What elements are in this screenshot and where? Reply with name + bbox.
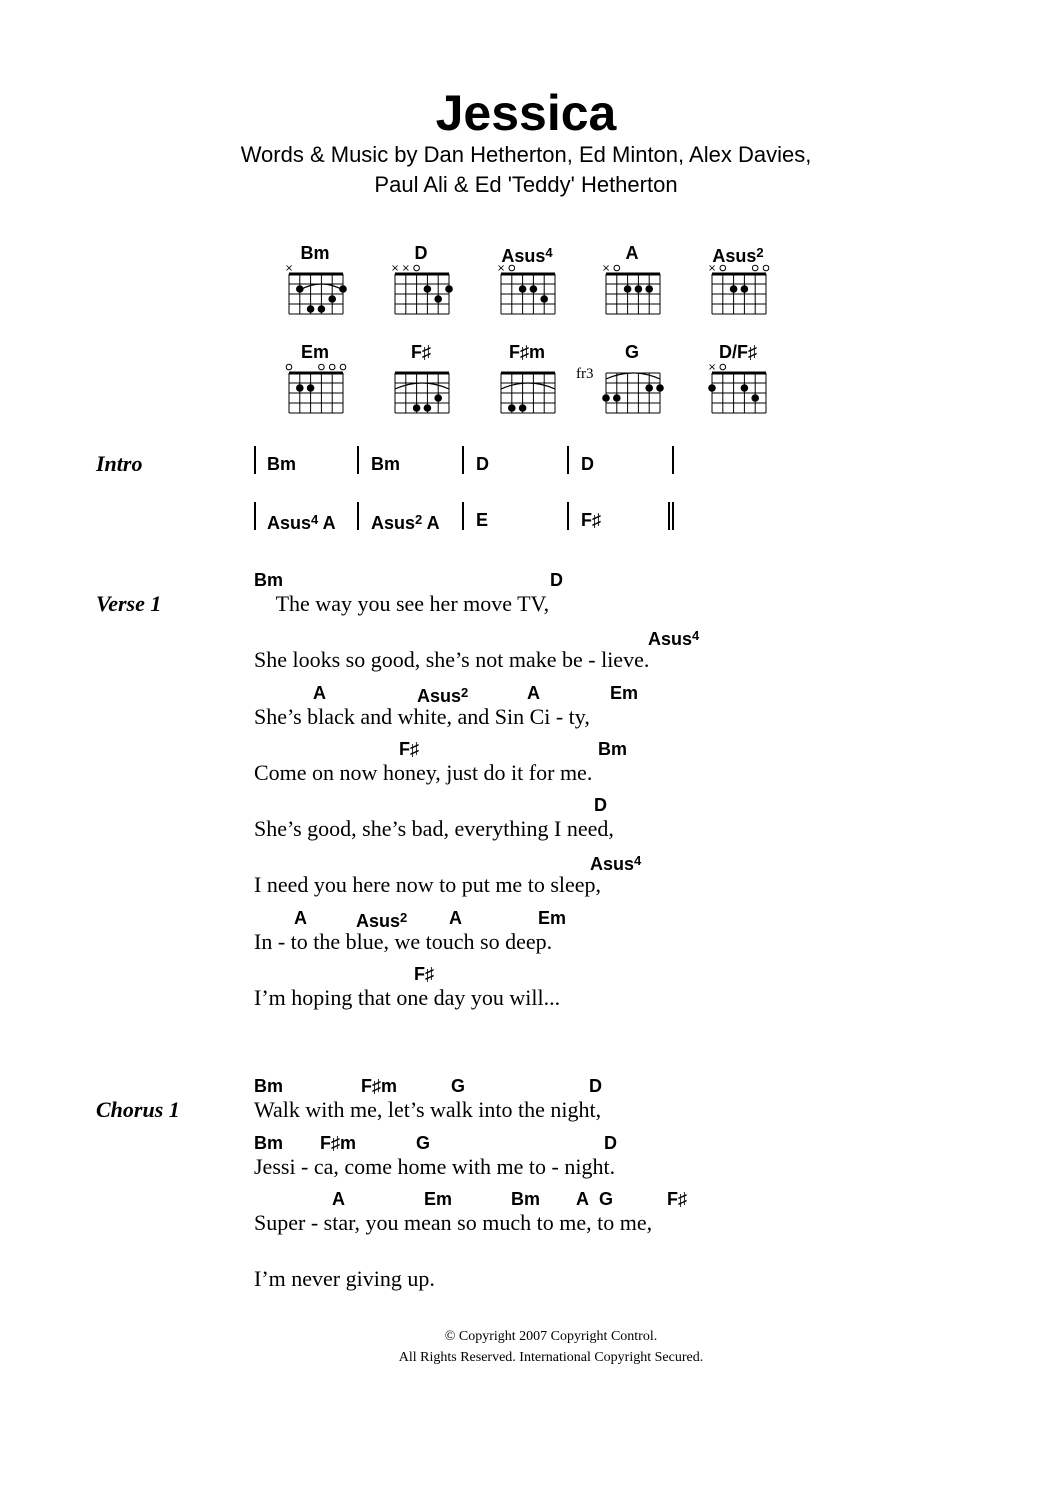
verse-chord: A: [527, 683, 540, 703]
muted-string-marker: ×: [496, 263, 506, 274]
open-string-marker: [720, 364, 726, 370]
verse-chord: A: [294, 908, 307, 928]
finger-dot: [519, 404, 527, 412]
diagram-name-asus2: Asus$^2$: [712, 245, 764, 266]
verse-chord: Bm: [254, 570, 284, 590]
verse-chord: A: [449, 908, 462, 928]
muted-string-marker: ×: [284, 263, 294, 274]
finger-dot: [508, 404, 516, 412]
finger-dot: [602, 394, 610, 402]
finger-dot: [434, 394, 442, 402]
intro-chord: D: [476, 454, 489, 474]
verse-lyric: She’s good, she’s bad, everything I need,: [254, 816, 614, 841]
finger-dot: [307, 384, 315, 392]
verse-chord: D: [594, 795, 607, 815]
finger-dot: [434, 295, 442, 303]
verse-lyric: She’s black and white, and Sin Ci - ty,: [254, 704, 590, 729]
barline: [254, 446, 256, 474]
finger-dot: [318, 305, 326, 313]
open-string-marker: [329, 364, 335, 370]
chorus-chord: F♯m: [320, 1133, 356, 1153]
credits-line-2: Paul Ali & Ed 'Teddy' Hetherton: [374, 172, 678, 197]
chorus-chord: Bm: [254, 1076, 284, 1096]
chorus-chord: G: [416, 1133, 431, 1153]
finger-dot: [645, 285, 653, 293]
diagram-name-a: A: [625, 243, 639, 263]
muted-string-marker: ×: [707, 362, 717, 373]
verse-chord: Asus$^2$: [356, 910, 408, 931]
chord-diagram-d: [392, 262, 452, 318]
diagram-name-bm: Bm: [300, 243, 330, 263]
fret-label-g: fr3: [576, 366, 594, 382]
intro-chord: E: [476, 510, 489, 530]
final-barline: [668, 502, 670, 530]
finger-dot: [540, 295, 548, 303]
open-string-marker: [614, 265, 620, 271]
finger-dot: [519, 285, 527, 293]
intro-chord: D: [581, 454, 594, 474]
chorus-chord: Bm: [254, 1133, 284, 1153]
verse-chord: Asus$^4$: [648, 628, 700, 649]
copyright-line-1: © Copyright 2007 Copyright Control.: [444, 1329, 658, 1344]
open-string-marker: [340, 364, 346, 370]
verse-chord: Bm: [598, 739, 628, 759]
finger-dot: [645, 384, 653, 392]
finger-dot: [424, 404, 432, 412]
chorus-lyric: Walk with me, let’s walk into the night,: [254, 1097, 602, 1122]
chorus-chord: G: [451, 1076, 466, 1096]
finger-dot: [708, 384, 716, 392]
chord-diagram-em: [286, 361, 346, 417]
finger-dot: [413, 404, 421, 412]
verse-chord: F♯: [414, 964, 434, 984]
muted-string-marker: ×: [707, 263, 717, 274]
muted-string-marker: ×: [390, 263, 400, 274]
verse-chord: Asus$^4$: [590, 853, 642, 874]
barre-arc: [501, 383, 555, 389]
chord-diagram-d-over-fsharp: [709, 361, 769, 417]
intro-chord: Asus$^4$ A: [267, 512, 336, 533]
song-title: Jessica: [435, 85, 617, 141]
chorus-lyric: Super - star, you mean so much to me, to me,: [254, 1210, 653, 1235]
open-string-marker: [752, 265, 758, 271]
credits-line-1: Words & Music by Dan Hetherton, Ed Minton, Alex Davies,: [240, 142, 812, 167]
finger-dot: [741, 384, 749, 392]
chord-diagram-asus4: [498, 262, 558, 318]
section-label-chorus-1: Chorus 1: [96, 1097, 180, 1122]
chord-diagram-g: [603, 361, 663, 417]
section-label-verse-1: Verse 1: [96, 591, 162, 616]
chorus-chord: A: [576, 1189, 589, 1209]
verse-lyric: I need you here now to put me to sleep,: [254, 872, 602, 897]
barre-arc: [395, 383, 449, 389]
chorus-chord: Bm: [511, 1189, 541, 1209]
verse-lyric: Come on now honey, just do it for me.: [254, 760, 593, 785]
barline: [357, 446, 359, 474]
barline: [567, 446, 569, 474]
chorus-chord: F♯: [667, 1189, 687, 1209]
chorus-chord: Em: [424, 1189, 453, 1209]
chorus-chord: D: [604, 1133, 617, 1153]
open-string-marker: [763, 265, 769, 271]
finger-dot: [296, 285, 304, 293]
barline: [462, 502, 464, 530]
finger-dot: [445, 285, 453, 293]
chord-diagram-fsharpm: [498, 361, 558, 417]
barline: [254, 502, 256, 530]
copyright-line-2: All Rights Reserved. International Copyright Secured.: [398, 1350, 704, 1365]
verse-lyric: The way you see her move TV,: [254, 591, 550, 616]
verse-chord: F♯: [399, 739, 419, 759]
verse-lyric: In - to the blue, we touch so deep.: [254, 929, 553, 954]
verse-chord: Em: [610, 683, 639, 703]
finger-dot: [656, 384, 664, 392]
chord-diagram-bm: [286, 262, 346, 318]
intro-chord: Asus$^2$ A: [371, 512, 440, 533]
finger-dot: [741, 285, 749, 293]
open-string-marker: [509, 265, 515, 271]
diagram-name-fsharpm: F♯m: [509, 342, 545, 362]
chorus-chord: F♯m: [361, 1076, 397, 1096]
intro-chord: Bm: [267, 454, 297, 474]
barline: [672, 446, 674, 474]
muted-string-marker: ×: [601, 263, 611, 274]
verse-chord: A: [313, 683, 326, 703]
finger-dot: [730, 285, 738, 293]
chorus-chord: D: [589, 1076, 602, 1096]
finger-dot: [751, 394, 759, 402]
finger-dot: [307, 305, 315, 313]
chord-diagram-asus2: [709, 262, 769, 318]
intro-chord: F♯: [581, 510, 601, 530]
barline: [357, 502, 359, 530]
verse-lyric: She looks so good, she’s not make be - lieve.: [254, 647, 650, 672]
chorus-chord: A: [332, 1189, 345, 1209]
finger-dot: [339, 285, 347, 293]
verse-lyric: I’m hoping that one day you will...: [254, 985, 561, 1010]
chord-diagram-a: [603, 262, 663, 318]
muted-string-marker: ×: [401, 263, 410, 274]
open-string-marker: [720, 265, 726, 271]
diagram-name-fsharp: F♯: [411, 342, 431, 362]
verse-chord: D: [550, 570, 563, 590]
open-string-marker: [414, 265, 420, 271]
barre-arc: [606, 373, 660, 379]
chorus-lyric: I’m never giving up.: [254, 1266, 435, 1291]
intro-chord: Bm: [371, 454, 401, 474]
open-string-marker: [286, 364, 292, 370]
finger-dot: [328, 295, 336, 303]
finger-dot: [635, 285, 643, 293]
chord-diagram-fsharp: [392, 361, 452, 417]
finger-dot: [424, 285, 432, 293]
diagram-name-em: Em: [300, 342, 329, 362]
chorus-chord: G: [599, 1189, 614, 1209]
verse-chord: Asus$^2$: [417, 685, 469, 706]
verse-chord: Em: [538, 908, 567, 928]
final-barline: [672, 502, 674, 530]
open-string-marker: [319, 364, 325, 370]
barline: [567, 502, 569, 530]
finger-dot: [296, 384, 304, 392]
barline: [462, 446, 464, 474]
diagram-name-d: D: [414, 243, 428, 263]
diagram-name-asus4: Asus$^4$: [501, 245, 553, 266]
section-label-intro: Intro: [96, 451, 143, 476]
diagram-name-d-over-fsharp: D/F♯: [719, 342, 757, 362]
finger-dot: [624, 285, 632, 293]
finger-dot: [530, 285, 538, 293]
diagram-name-g: G: [624, 342, 639, 362]
finger-dot: [613, 394, 621, 402]
chorus-lyric: Jessi - ca, come home with me to - night.: [254, 1154, 616, 1179]
